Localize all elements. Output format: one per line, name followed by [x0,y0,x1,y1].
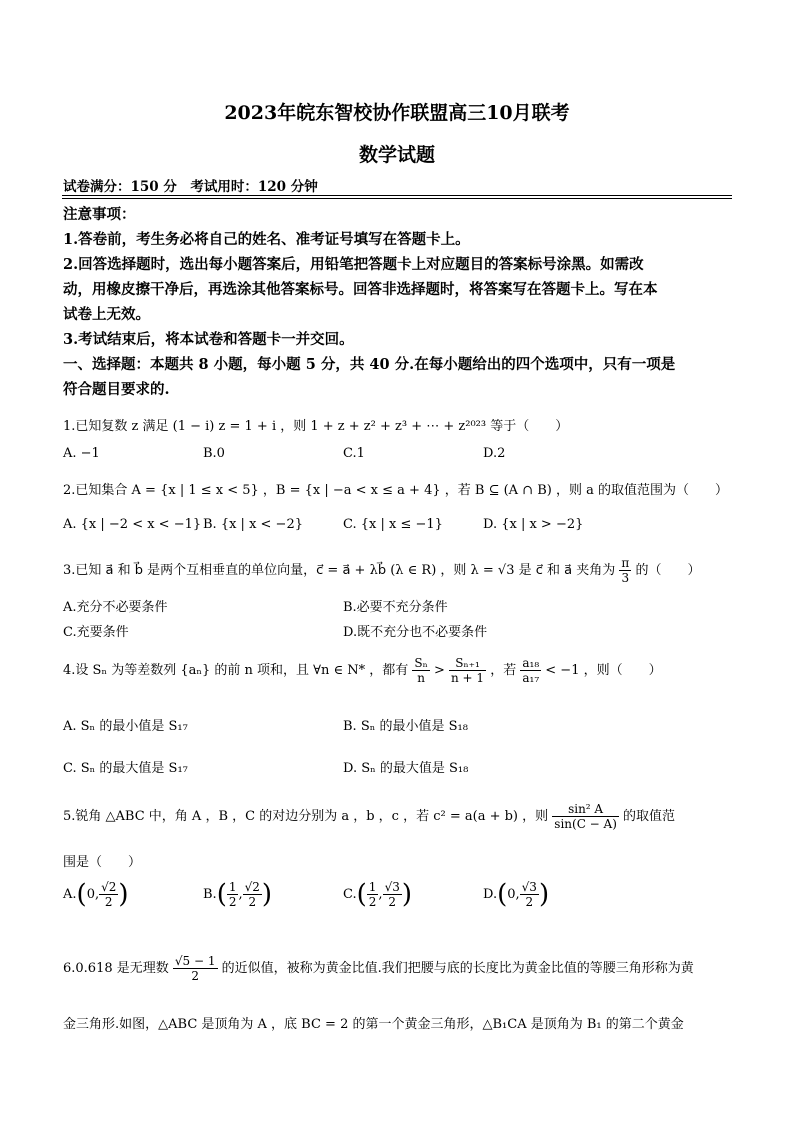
question-3-option-d: D.既不充分也不必要条件 [343,625,488,640]
question-4-frac-2-den: n + 1 [451,671,485,685]
question-5-option-a-left: 0, [86,887,100,902]
note-2-line-3: 试卷上无效。 [63,306,150,323]
question-5-option-c-frac-1 [367,880,379,909]
question-6-stem-post: 的近似值，被称为黄金比值.我们把腰与底的长度比为黄金比值的等腰三角形称为黄 [221,961,694,976]
question-4-frac-1-den: n [417,671,425,685]
question-5-option-d-left: 0, [507,887,520,902]
question-5-option-d-frac [520,880,539,909]
header-rule-top [62,195,732,196]
question-5-option-d: D.(0, $\frac{√3}{2}$ ) [483,879,550,910]
question-2-option-d: D. {x | x > −2} [483,517,584,532]
question-3-option-c: C.充要条件 [63,625,129,640]
question-4-frac-3 [520,656,541,685]
question-3-pi-over-3 [619,556,631,585]
question-3-stem-pre: 3.已知 a⃗ 和 b⃗ 是两个互相垂直的单位向量，c⃗ = a⃗ + λb⃗ (λ ∈ R) ，则 λ = √3 是 c⃗ 和 a⃗ 夹角为 [63,563,616,578]
section-heading-line-2: 符合题目要求的. [63,381,170,398]
question-5-option-b-den-1: 2 [228,895,237,909]
question-4-stem-pre: 4.设 Sₙ 为等差数列 {aₙ} 的前 n 项和，且 ∀n ∈ N* ，都有 [63,663,409,678]
question-3-frac-num: π [621,556,630,570]
question-6-frac-den: 2 [191,969,200,983]
question-6-frac-num: √5 − 1 [174,954,216,968]
question-5-frac-den: sin(C − A) [554,817,617,831]
question-5-option-b-num-1: 1 [228,880,237,894]
question-6-stem [63,954,694,983]
question-5-option-b-frac-1 [227,880,239,909]
section-heading-line-1: 一、选择题：本题共 8 小题，每小题 5 分，共 40 分.在每小题给出的四个选项中，只有一项是 [63,356,676,373]
header-rule-bottom [62,198,732,199]
question-5-option-c-den-2: 2 [388,895,397,909]
note-3: 3.考试结束后，将本试卷和答题卡一并交回。 [63,331,354,348]
question-4-frac-1-num: Sₙ [414,656,428,670]
question-5-option-a: A.(0, $\frac{√2}{2}$ ) [63,879,129,910]
question-5-stem-pre: 5.锐角 △ABC 中，角 A ，B ，C 的对边分别为 a ，b ，c ，若 c² = a(a + b) ，则 [63,809,549,824]
question-1-option-d: D.2 [483,446,506,461]
question-5-stem-cont: 围是（ ） [63,855,142,870]
note-2-line-2: 动，用橡皮擦干净后，再选涂其他答案标号。回答非选择题时，将答案写在答题卡上。写在本 [63,281,658,298]
question-5-option-b-den-2: 2 [248,895,257,909]
question-5-option-a-frac [99,880,118,909]
exam-subtitle: 数学试题 [358,144,435,166]
question-4-stem-mid: ，若 [490,663,517,678]
question-4-stem [63,656,662,685]
question-6-stem-pre: 6.0.618 是无理数 [63,961,169,976]
question-4-stem-post: < −1 ，则（ ） [545,663,662,678]
question-5-option-b-label: B. [203,887,217,902]
question-4-option-b: B. Sₙ 的最小值是 S₁₈ [343,719,468,734]
question-5-option-c-frac-2 [383,880,402,909]
question-5-stem [63,802,675,831]
question-4-frac-1 [412,656,429,685]
question-3-option-a: A.充分不必要条件 [63,600,168,615]
question-4-option-c: C. Sₙ 的最大值是 S₁₇ [63,761,188,776]
question-5-option-b: B.( $\frac{1}{2}$ , $\frac{√2}{2}$ ) [203,879,273,910]
question-1-option-c: C.1 [343,446,365,461]
question-3-stem [63,556,700,585]
question-6-stem-line-2: 金三角形.如图，△ABC 是顶角为 A ，底 BC = 2 的第一个黄金三角形，△B₁CA 是顶角为 B₁ 的第二个黄金 [63,1017,684,1032]
question-5-option-d-num: √3 [521,880,537,894]
question-5-option-a-num: √2 [101,880,117,894]
question-4-option-d: D. Sₙ 的最大值是 S₁₈ [343,761,469,776]
question-4-frac-2 [449,656,486,685]
question-5-option-d-label: D. [483,887,498,902]
question-2-option-a: A. {x | −2 < x < −1} [63,517,202,532]
note-1: 1.答卷前，考生务必将自己的姓名、准考证号填写在答题卡上。 [63,231,470,248]
exam-title: 2023年皖东智校协作联盟高三10月联考 [224,102,570,124]
question-2-option-b: B. {x | x < −2} [203,517,303,532]
note-2-line-1: 2.回答选择题时，选出每小题答案后，用铅笔把答题卡上对应题目的答案标号涂黑。如需改 [63,256,644,273]
question-4-frac-2-num: Sₙ₊₁ [449,656,486,671]
question-5-option-c-num-2: √3 [384,880,400,894]
question-5-expression [552,802,619,831]
question-3-stem-post: 的（ ） [635,563,701,578]
question-4-option-a: A. Sₙ 的最小值是 S₁₇ [63,719,188,734]
question-5-option-a-den: 2 [104,895,113,909]
question-2-stem: 2.已知集合 A = {x | 1 ≤ x < 5} ，B = {x | −a < x ≤ a + 4} ，若 B ⊆ (A ∩ B) ，则 a 的取值范围为（ ） [63,483,728,498]
question-5-frac-num: sin² A [552,802,619,817]
question-4-frac-3-num: a₁₈ [522,656,540,670]
question-3-frac-den: 3 [621,571,630,585]
question-5-option-b-num-2: √2 [244,880,260,894]
question-4-gt: > [433,663,445,678]
question-5-option-d-den: 2 [525,895,534,909]
question-5-option-c-num-1: 1 [368,880,377,894]
question-3-option-b: B.必要不充分条件 [343,600,448,615]
question-1-option-a: A. −1 [63,446,100,461]
exam-meta: 试卷满分：150 分 考试用时：120 分钟 [63,179,318,195]
question-5-option-b-frac-2 [243,880,262,909]
question-5-option-a-label: A. [63,887,77,902]
question-5-option-c: C.( $\frac{1}{2}$ , $\frac{√3}{2}$ ) [343,879,412,910]
question-1-option-b: B.0 [203,446,225,461]
question-5-stem-post: 的取值范 [623,809,676,824]
question-1-stem: 1.已知复数 z 满足 (1 − i) z = 1 + i ，则 1 + z + z² + z³ + ⋯ + z²⁰²³ 等于（ ） [63,419,569,434]
question-4-frac-3-den: a₁₇ [522,671,540,685]
notes-heading: 注意事项： [63,206,136,223]
question-5-option-c-label: C. [343,887,357,902]
question-5-option-c-den-1: 2 [368,895,377,909]
question-6-golden-ratio [173,954,218,983]
question-2-option-c: C. {x | x ≤ −1} [343,517,443,532]
